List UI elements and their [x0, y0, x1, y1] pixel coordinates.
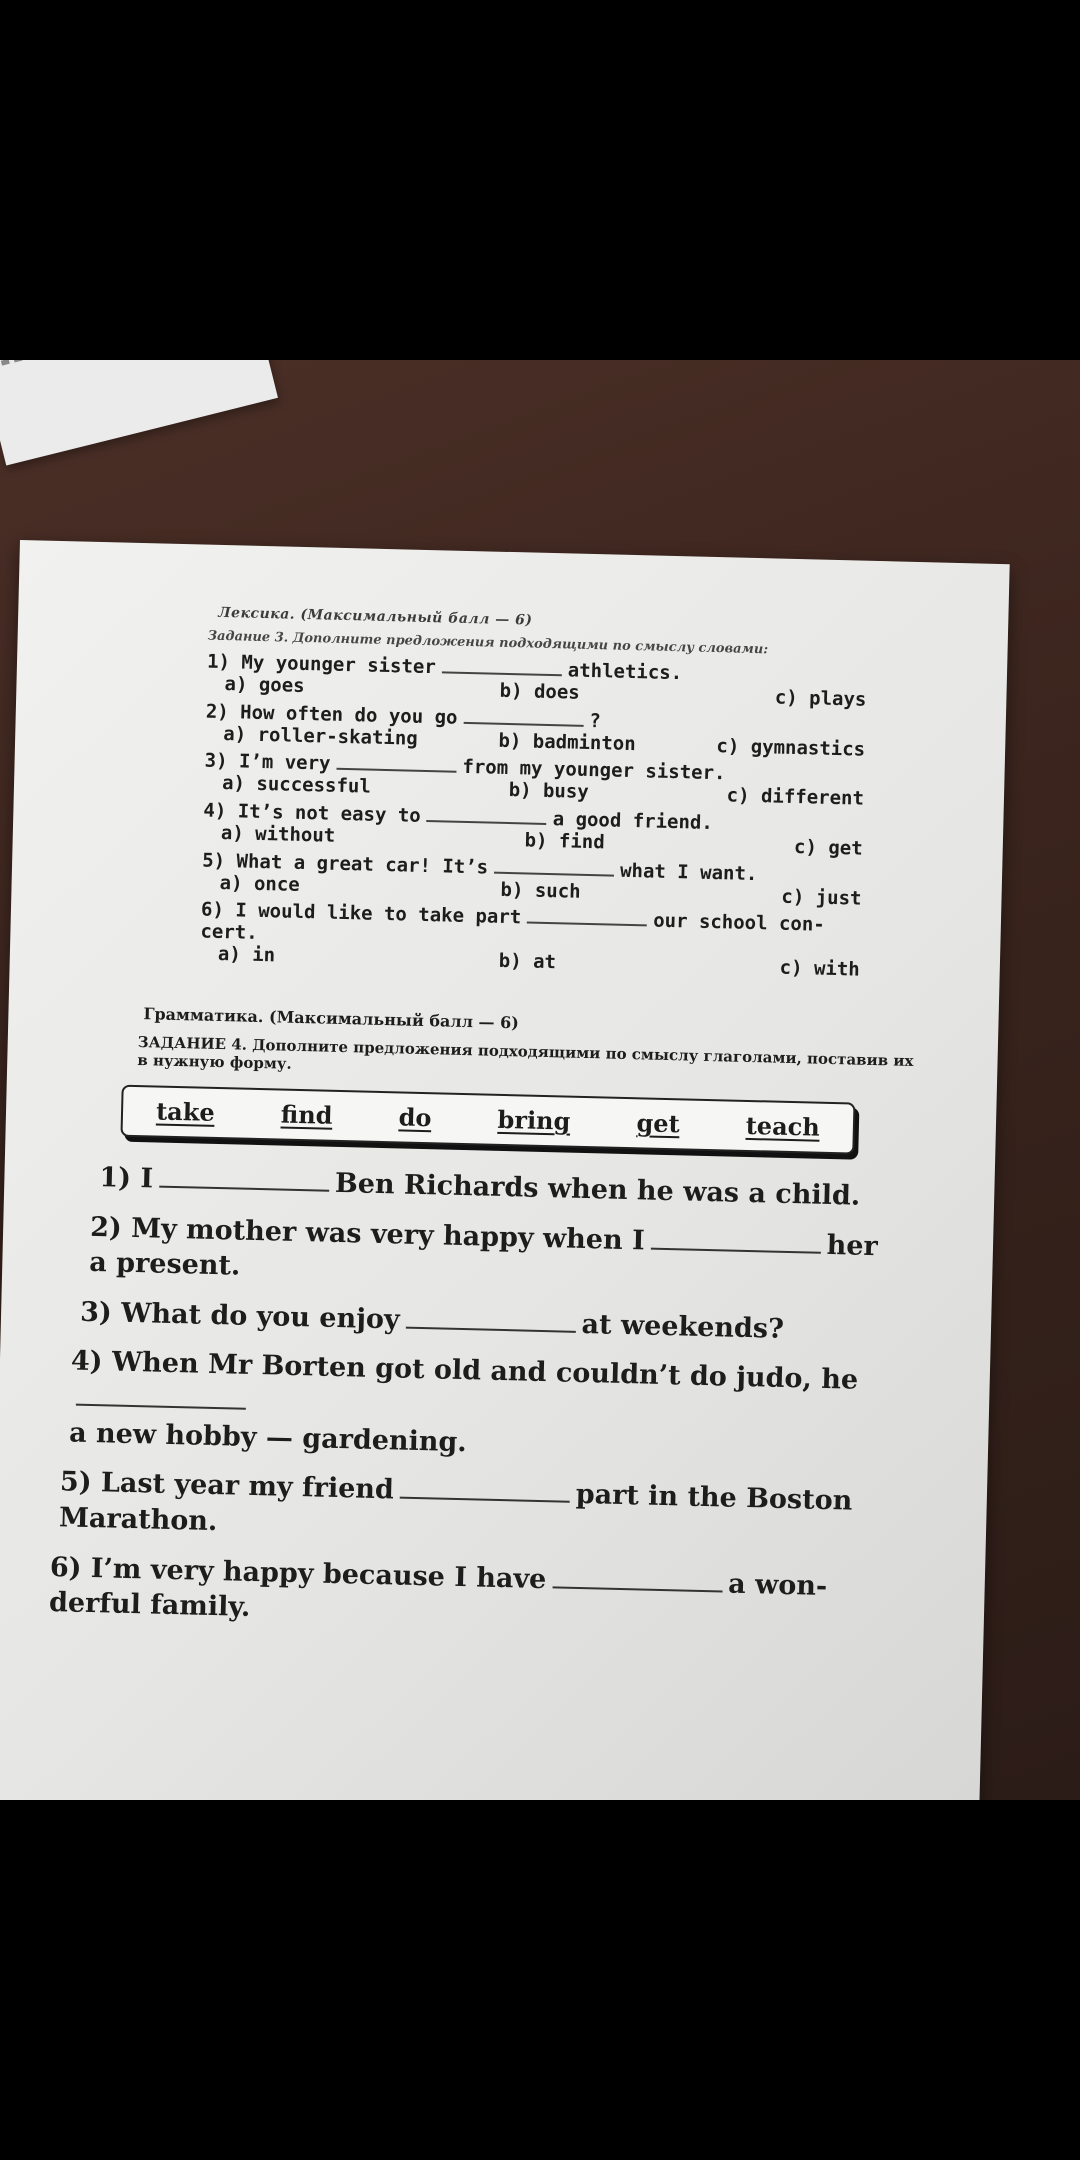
answer-blank [651, 1231, 821, 1253]
answer-option: c) just [781, 885, 862, 910]
answer-blank [552, 1570, 722, 1592]
word-bank-item: take [155, 1096, 216, 1128]
question-text: It’s not easy to [237, 800, 422, 827]
question-number: 2) [205, 700, 230, 723]
sentence-text: I [140, 1163, 154, 1195]
sentence-text-after: her [826, 1229, 879, 1262]
answer-option: b) find [524, 829, 605, 854]
question-text-after: what I want. [619, 859, 758, 885]
answer-option: c) gymnastics [716, 734, 866, 761]
answer-option: c) get [793, 835, 863, 860]
sentence-text: Last year my friend [100, 1467, 395, 1506]
question-text: I would like to take part [235, 899, 522, 929]
answer-option: a) in [217, 943, 276, 967]
task4-instruction: ЗАДАНИЕ 4. Дополните предложения подходящими по смыслу глаголами, поставив их в нужную форму. [137, 1032, 914, 1073]
question-number: 3) [204, 749, 228, 773]
answer-blank [159, 1170, 329, 1192]
question-text: How often do you go [239, 701, 458, 729]
lexis-question [200, 900, 921, 983]
question-number: 5) [201, 849, 226, 872]
answer-option: a) roller-skating [223, 722, 419, 750]
question-text: What a great car! It’s [236, 850, 489, 879]
answer-option: b) does [499, 679, 581, 704]
question-text-after: our school con- [652, 910, 826, 937]
answer-option: c) plays [774, 686, 867, 711]
grammar-header: Грамматика. (Максимальный балл — 6) [143, 1004, 520, 1033]
word-bank-item: get [636, 1108, 680, 1139]
grammar-sentence [99, 1160, 920, 1216]
worksheet [0, 540, 1010, 1800]
answer-option: b) at [498, 949, 557, 974]
answer-option: b) busy [508, 779, 590, 804]
question-text-after: ? [589, 709, 602, 732]
answer-blank [336, 754, 456, 773]
sentence-text: I’m very happy because I have [90, 1552, 547, 1595]
word-bank-item: find [280, 1100, 333, 1131]
grammar-sentences [48, 1162, 915, 1641]
answer-blank [463, 708, 583, 727]
worksheet-content [48, 604, 928, 1656]
answer-option: a) goes [224, 672, 305, 697]
question-text-after: from my younger sister. [462, 756, 726, 785]
grammar-sentence [89, 1210, 910, 1301]
sentence-text-after: part in the Boston [575, 1479, 853, 1517]
answer-blank [427, 806, 547, 825]
question-text: My younger sister [241, 651, 437, 679]
sentence-continuation: a present. [88, 1247, 241, 1282]
lexis-questions [200, 652, 927, 983]
grammar-sentence [59, 1465, 880, 1556]
sentence-text: When Mr Borten got old and couldn’t do judo, he [111, 1346, 859, 1397]
word-bank-item: do [398, 1102, 432, 1133]
task3-instruction: Задание 3. Дополните предложения подходящими по смыслу словами: [207, 628, 769, 658]
lexis-header: Лексика. (Максимальный балл — 6) [218, 604, 533, 629]
question-number: 1) [206, 650, 231, 674]
sentence-text-after: a won- [727, 1568, 828, 1602]
grammar-sentence [49, 1550, 870, 1641]
sentence-continuation: derful family. [48, 1587, 251, 1624]
sentence-text-after: at weekends? [581, 1308, 785, 1345]
word-bank-item: teach [745, 1111, 821, 1143]
question-number: 4) [203, 799, 227, 823]
question-text-after: a good friend. [552, 808, 714, 835]
answer-blank [442, 657, 562, 676]
sentence-number: 3) [79, 1296, 113, 1329]
sentence-text: What do you enjoy [120, 1297, 401, 1336]
question-continuation: cert. [200, 920, 258, 945]
sentence-number: 4) [70, 1345, 103, 1378]
sentence-continuation: a new hobby — gardening. [68, 1417, 468, 1458]
question-text-after: athletics. [567, 659, 683, 685]
sentence-number: 5) [59, 1466, 92, 1499]
sentence-text-after: Ben Richards when he was a child. [334, 1167, 861, 1212]
answer-option: c) different [726, 784, 865, 810]
answer-option: a) without [220, 821, 336, 847]
sentence-number: 1) [99, 1162, 132, 1194]
grammar-sentence [69, 1344, 891, 1471]
sentence-text: My mother was very happy when I [130, 1212, 646, 1257]
answer-option: b) badminton [498, 729, 636, 755]
corner-paper-scrap [0, 360, 278, 466]
answer-option: b) such [500, 878, 581, 903]
grammar-sentence [80, 1295, 901, 1351]
question-number: 6) [200, 898, 225, 922]
sentence-continuation: Marathon. [58, 1502, 218, 1538]
answer-blank [405, 1311, 575, 1333]
sentence-number: 6) [49, 1551, 82, 1584]
answer-blank [76, 1388, 246, 1410]
question-text: I’m very [238, 750, 331, 776]
answer-option: a) successful [221, 772, 372, 798]
photo-background [0, 360, 1080, 1800]
answer-blank [527, 908, 647, 927]
word-bank-item: bring [497, 1105, 571, 1137]
answer-option: c) with [779, 956, 861, 981]
answer-blank [400, 1481, 570, 1503]
word-bank [120, 1085, 855, 1155]
answer-blank [494, 857, 614, 876]
sentence-number: 2) [89, 1211, 123, 1244]
answer-option: a) once [219, 871, 301, 896]
